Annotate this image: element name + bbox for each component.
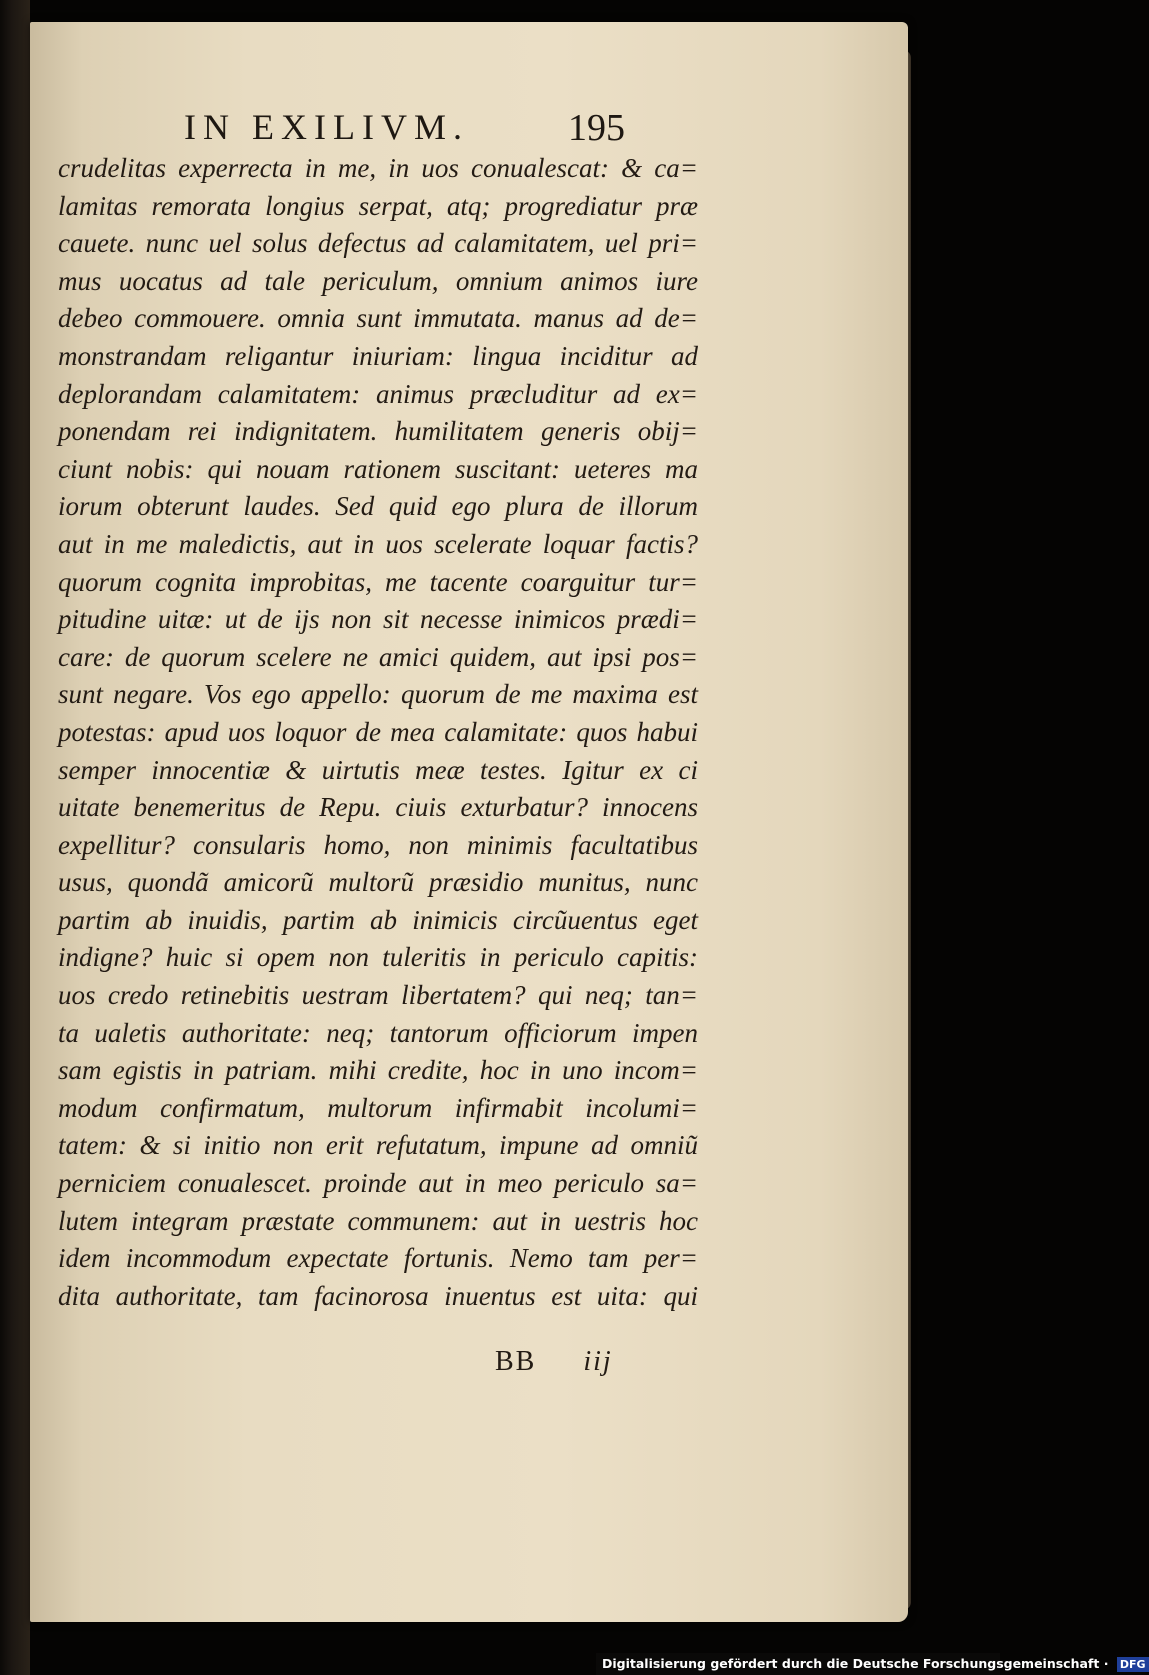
body-text: [58, 150, 698, 1315]
text-line: deplorandam calamitatem: animus præcluditur ad ex=: [58, 378, 698, 409]
text-line: expellitur? consularis homo, non minimis facultatibus: [58, 829, 698, 860]
text-line: uos credo retinebitis uestram libertatem? qui neq; tan=: [58, 980, 698, 1011]
text-line: crudelitas experrecta in me, in uos conualescat: & ca=: [58, 153, 698, 183]
text-line: lamitas remorata longius serpat, atq; progrediatur præ: [58, 190, 698, 221]
footer-credit-text: Digitalisierung gefördert durch die Deutsche Forschungsgemeinschaft ·: [602, 1656, 1109, 1671]
running-title: IN EXILIVM.: [184, 107, 469, 147]
text-line: idem incommodum expectate fortunis. Nemo tam per=: [58, 1243, 698, 1274]
text-line: potestas: apud uos loquor de mea calamitate: quos habui: [58, 716, 698, 747]
text-line: uitate benemeritus de Repu. ciuis exturbatur? innocens: [58, 792, 698, 823]
book-left-edge: [0, 0, 30, 1675]
text-line: semper innocentiæ & uirtutis meæ testes. Igitur ex ci: [58, 754, 698, 785]
text-line: debeo commouere. omnia sunt immutata. manus ad de=: [58, 303, 698, 334]
text-line: aut in me maledictis, aut in uos scelerate loquar factis?: [58, 528, 698, 559]
text-line: cauete. nunc uel solus defectus ad calamitatem, uel pri=: [58, 228, 698, 259]
text-line: quorum cognita improbitas, me tacente coarguitur tur=: [58, 566, 698, 597]
text-line: sam egistis in patriam. mihi credite, hoc in uno incom=: [58, 1055, 698, 1086]
text-line: usus, quondã amicorũ multorũ præsidio munitus, nunc: [58, 867, 698, 898]
text-line: tatem: & si initio non erit refutatum, impune ad omniũ: [58, 1130, 698, 1161]
page-number: 195: [568, 107, 625, 149]
signature-mark: [495, 1346, 613, 1378]
text-line: ta ualetis authoritate: neq; tantorum officiorum impen: [58, 1017, 698, 1048]
text-line: partim ab inuidis, partim ab inimicis circũuentus eget: [58, 904, 698, 935]
text-line: pitudine uitæ: ut de ijs non sit necesse inimicos prædi=: [58, 604, 698, 635]
signature-letters: BB: [495, 1346, 537, 1377]
text-line: lutem integram præstate communem: aut in uestris hoc: [58, 1205, 698, 1236]
digitization-footer: [596, 1653, 1146, 1675]
text-line: ponendam rei indignitatem. humilitatem generis obij=: [58, 416, 698, 447]
text-line: dita authoritate, tam facinorosa inuentus est uita: qui: [58, 1280, 698, 1311]
footer-credit: [602, 1656, 1149, 1672]
signature-leaf: iij: [583, 1346, 613, 1377]
text-line: indigne? huic si opem non tuleritis in periculo capitis:: [58, 942, 698, 973]
text-line: perniciem conualescet. proinde aut in meo periculo sa=: [58, 1168, 698, 1199]
text-line: ciunt nobis: qui nouam rationem suscitant: ueteres ma: [58, 453, 698, 484]
text-line: sunt negare. Vos ego appello: quorum de me maxima est: [58, 679, 698, 710]
text-line: care: de quorum scelere ne amici quidem, aut ipsi pos=: [58, 641, 698, 672]
text-line: iorum obterunt laudes. Sed quid ego plura de illorum: [58, 491, 698, 522]
text-line: modum confirmatum, multorum infirmabit incolumi=: [58, 1092, 698, 1123]
page-header: [30, 106, 908, 156]
text-line: monstrandam religantur iniuriam: lingua inciditur ad: [58, 340, 698, 371]
dfg-logo: DFG: [1117, 1657, 1149, 1672]
text-line: mus uocatus ad tale periculum, omnium animos iure: [58, 265, 698, 296]
